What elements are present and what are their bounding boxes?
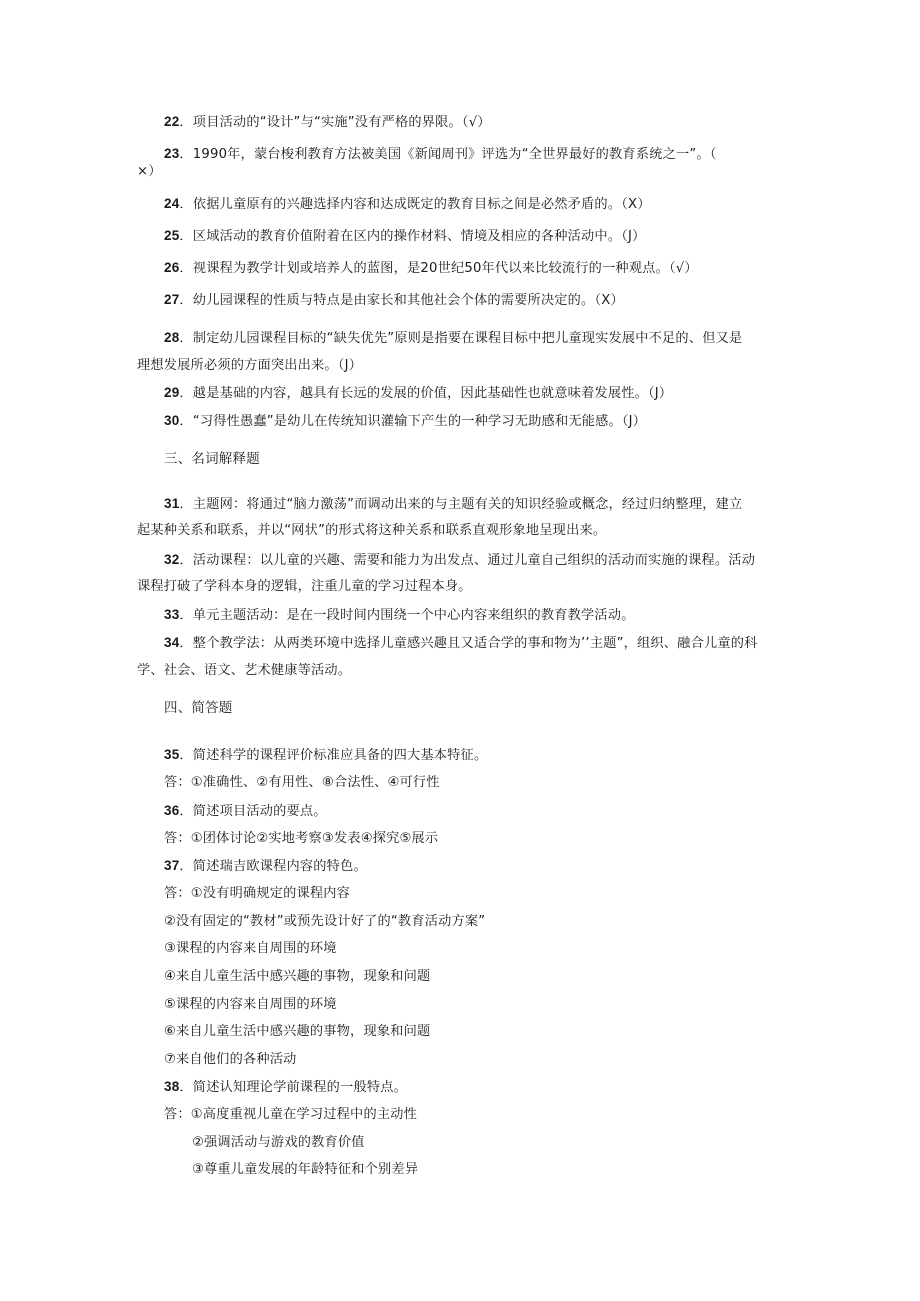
question-28-continued: [137, 357, 362, 375]
answer-37-line: ③课程的内容来自周围的环境: [164, 941, 337, 956]
question-text: ．简述认知理论学前课程的一般特点。: [179, 1080, 408, 1095]
question-number: 28: [164, 330, 180, 345]
question-text: ．简述瑞吉欧课程内容的特色。: [179, 859, 367, 874]
question-text: ．项目活动的“设计”与“实施”没有严格的界限。（√）: [179, 115, 491, 130]
question-31: [164, 495, 742, 514]
question-34: [164, 634, 758, 653]
question-33: [164, 606, 635, 625]
question-number: 25: [164, 228, 180, 243]
answer-35: 答：①准确性、②有用性、⑧合法性、④可行性: [164, 775, 440, 790]
question-38: [164, 1078, 407, 1097]
question-37: [164, 857, 367, 876]
question-text: ．制定幼儿园课程目标的“缺失优先”原则是指要在课程目标中把儿童现实发展中不足的、但又是: [179, 331, 743, 346]
section-heading-terms: 三、名词解释题: [164, 451, 260, 467]
answer-37-line: ⑦来自他们的各种活动: [164, 1052, 297, 1067]
question-25: [164, 227, 645, 246]
question-36: [164, 802, 327, 821]
answer-36: 答：①团体讨论②实地考察③发表④探究⑤展示: [164, 831, 439, 846]
question-number: 38: [164, 1079, 180, 1094]
question-24: [164, 195, 651, 214]
question-text: 起某种关系和联系，并以“网状”的形式将这种关系和联系直观形象地呈现出来。: [137, 523, 607, 538]
question-number: 29: [164, 385, 180, 400]
question-32: [164, 551, 755, 570]
question-text: 理想发展所必须的方面突出出来。（J）: [137, 358, 363, 373]
question-number: 32: [164, 552, 180, 567]
question-number: 33: [164, 607, 180, 622]
question-text: ．活动课程：以儿童的兴趣、需要和能力为出发点、通过儿童自己组织的活动而实施的课程。活动: [179, 553, 756, 568]
answer-37-line: ④来自儿童生活中感兴趣的事物，现象和问题: [164, 969, 431, 984]
question-22: [164, 113, 491, 132]
question-text: ．视课程为教学计划或培养人的蓝图，是20世纪50年代以来比较流行的一种观点。（√）: [179, 261, 698, 276]
question-32-continued: [137, 578, 472, 596]
question-text: ．幼儿园课程的性质与特点是由家长和其他社会个体的需要所决定的。（X）: [179, 293, 624, 308]
question-text: ．单元主题活动：是在一段时间内围绕一个中心内容来组织的教育教学活动。: [179, 608, 635, 623]
question-29: [164, 384, 672, 403]
question-text: ．依据儿童原有的兴趣选择内容和达成既定的教育目标之间是必然矛盾的。（X）: [179, 197, 651, 212]
question-text: ．1990年，蒙台梭利教育方法被美国《新闻周刊》评选为“全世界最好的教育系统之一”。（: [179, 147, 717, 162]
answer-37: 答：①没有明确规定的课程内容: [164, 886, 351, 901]
question-number: 35: [164, 747, 180, 762]
question-text: ．简述科学的课程评价标准应具备的四大基本特征。: [179, 748, 488, 763]
section-heading-short-answer: 四、简答题: [164, 700, 233, 716]
question-23: [164, 145, 717, 164]
question-text: ．简述项目活动的要点。: [179, 804, 327, 819]
answer-38-line: ②强调活动与游戏的教育价值: [192, 1135, 365, 1150]
question-text: ．整个教学法：从两类环境中选择儿童感兴趣且又适合学的事和物为’’主题”，组织、融合儿童的科: [179, 636, 758, 651]
question-number: 23: [164, 146, 180, 161]
question-answer: ×）: [137, 164, 162, 179]
question-number: 34: [164, 635, 180, 650]
answer-37-line: ②没有固定的“教材”或预先设计好了的“教育活动方案”: [164, 914, 486, 929]
question-number: 22: [164, 114, 180, 129]
question-text: 课程打破了学科本身的逻辑，注重儿童的学习过程本身。: [137, 579, 472, 594]
question-number: 37: [164, 858, 180, 873]
question-23-continued: [137, 163, 162, 181]
question-number: 24: [164, 196, 180, 211]
question-35: [164, 746, 487, 765]
question-text: ．主题网：将通过“脑力激荡”而调动出来的与主题有关的知识经验或概念，经过归纳整理，建立: [179, 497, 743, 512]
question-number: 30: [164, 413, 180, 428]
question-26: [164, 259, 698, 278]
question-number: 26: [164, 260, 180, 275]
question-30: [164, 412, 646, 431]
question-text: ．“习得性愚蠢”是幼儿在传统知识灌输下产生的一种学习无助感和无能感。（J）: [179, 414, 647, 429]
answer-37-line: ⑥来自儿童生活中感兴趣的事物，现象和问题: [164, 1024, 431, 1039]
answer-38: 答：①高度重视儿童在学习过程中的主动性: [164, 1107, 417, 1122]
question-31-continued: [137, 522, 606, 540]
question-number: 36: [164, 803, 180, 818]
answer-37-line: ⑤课程的内容来自周围的环境: [164, 997, 337, 1012]
question-number: 27: [164, 292, 180, 307]
question-text: ．越是基础的内容，越具有长远的发展的价值，因此基础性也就意味着发展性。（J）: [179, 386, 673, 401]
question-27: [164, 291, 624, 310]
question-28: [164, 329, 742, 348]
question-text: ．区域活动的教育价值附着在区内的操作材料、情境及相应的各种活动中。（J）: [179, 229, 646, 244]
answer-38-line: ③尊重儿童发展的年龄特征和个别差异: [192, 1162, 419, 1177]
question-number: 31: [164, 496, 180, 511]
question-34-continued: [137, 662, 351, 680]
question-text: 学、社会、语文、艺术健康等活动。: [137, 663, 352, 678]
